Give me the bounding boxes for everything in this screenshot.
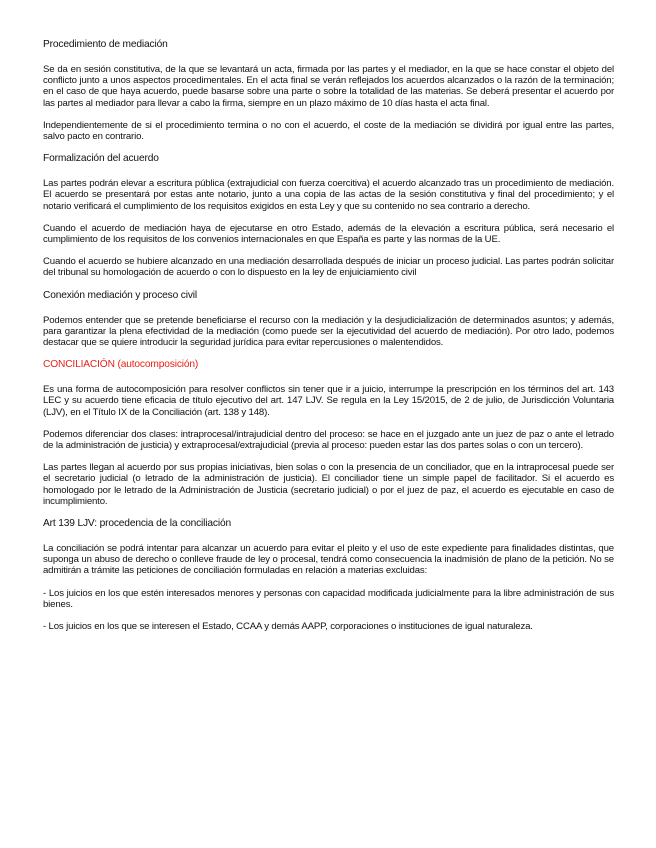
paragraph-clases-conciliacion: Podemos diferenciar dos clases: intraprocesal/intrajudicial dentro del proceso: se hace en el juzgado ante un juez de paz o ante el letrado de la administración de justicia) y extraprocesal/extrajudicial (previa al proceso: pueden estar las dos partes solas o con un tercero). bbox=[43, 428, 614, 452]
list-item-estado: - Los juicios en los que se interesen el Estado, CCAA y demás AAPP, corporaciones o instituciones de igual naturaleza. bbox=[43, 621, 533, 633]
heading-conexion-mediacion: Conexión mediación y proceso civil bbox=[43, 289, 198, 301]
paragraph-procedencia: La conciliación se podrá intentar para alcanzar un acuerdo para evitar el pleito y el uso de este expediente para finalidades distintas, que suponga un abuso de derecho o conlleve fraude de ley o procesal, tendrá como consecuencia la inadmisión de plano de la petición. No se admitirán a trámite las peticiones de conciliación formuladas en relación a materias excluidas: bbox=[43, 543, 614, 577]
heading-procedimiento-mediacion: Procedimiento de mediación bbox=[43, 39, 168, 50]
paragraph-proceso-judicial: Cuando el acuerdo se hubiere alcanzado en una mediación desarrollada después de iniciar un proceso judicial. Las partes podrán solicitar del tribunal su homologación de acuerdo o con lo dispuesto en la ley de enjuiciamiento civil bbox=[43, 256, 614, 279]
paragraph-autocomposicion: Es una forma de autocomposición para resolver conflictos sin tener que ir a juicio, interrumpe la prescripción en los términos del art. 143 LEC y su acuerdo tiene eficacia de título ejecutivo del art. 147 LJV. Se regula en la Ley 15/2015, de 2 de julio, de Jurisdicción Voluntaria (LJV), en el Título IX de la Conciliación (art. 138 y 148). bbox=[43, 384, 614, 418]
heading-formalizacion-acuerdo: Formalización del acuerdo bbox=[43, 153, 159, 165]
list-item-menores: - Los juicios en los que estén interesados menores y personas con capacidad modificada judicialmente para la libre administración de sus bienes. bbox=[43, 587, 614, 610]
paragraph-coste-mediacion: Independientemente de si el procedimiento termina o no con el acuerdo, el coste de la mediación se dividirá por igual entre las partes, salvo pacto en contrario. bbox=[43, 119, 614, 143]
paragraph-escritura-publica: Las partes podrán elevar a escritura pública (extrajudicial con fuerza coercitiva) el acuerdo alcanzado tras un procedimiento de mediación. El acuerdo se presentará por estas ante notario, junto a una copia de las actas de la sesión constitutiva y final del procedimiento; y el notario verificará el cumplimiento de los requisitos exigidos en esta Ley y que su contenido no sea contrario a derecho. bbox=[43, 178, 614, 212]
paragraph-desjudicializacion: Podemos entender que se pretende beneficiarse el recurso con la mediación y la desjudicialización de determinados asuntos; y además, para garantizar la plena efectividad de la mediación (como puede ser la ejecutividad del acuerdo de mediación). Por otro lado, podemos destacar que se quiere introducir la seguridad jurídica para evitar repercusiones o malentendidos. bbox=[43, 314, 614, 349]
paragraph-conciliador: Las partes llegan al acuerdo por sus propias iniciativas, bien solas o con la presencia de un conciliador, que en la intraprocesal puede ser el secretario judicial (o letrado de la administración de justicia). El conciliador tiene un simple papel de facilitador. Si el acuerdo es homologado por le letrado de la Administración de Justicia (secretario judicial) o por el juez de paz, el acuerdo es ejecutable en caso de incumplimiento. bbox=[43, 462, 614, 507]
heading-conciliacion: CONCILIACIÓN (autocomposición) bbox=[43, 359, 199, 371]
paragraph-sesion-constitutiva: Se da en sesión constitutiva, de la que se levantará un acta, firmada por las partes y el mediador, en la que se hace constar el objeto del conflicto junto a unos aspectos procedimentales. En el acta final se verán reflejados los acuerdos alcanzados o la razón de la terminación; en el caso de que haya acuerdo, puede basarse sobre una parte o sobre la totalidad de las materias. Se deberá presentar el acuerdo por las partes al mediador para llevar a cabo la firma, siempre en un plazo máximo de 10 días hasta el acta final. bbox=[43, 64, 614, 109]
paragraph-otro-estado: Cuando el acuerdo de mediación haya de ejecutarse en otro Estado, además de la elevación a escritura pública, será necesario el cumplimiento de los requisitos de los convenios internacionales en que España es parte y las normas de la UE. bbox=[43, 222, 614, 246]
document-page bbox=[43, 39, 614, 632]
heading-art-139: Art 139 LJV: procedencia de la conciliación bbox=[43, 518, 231, 530]
